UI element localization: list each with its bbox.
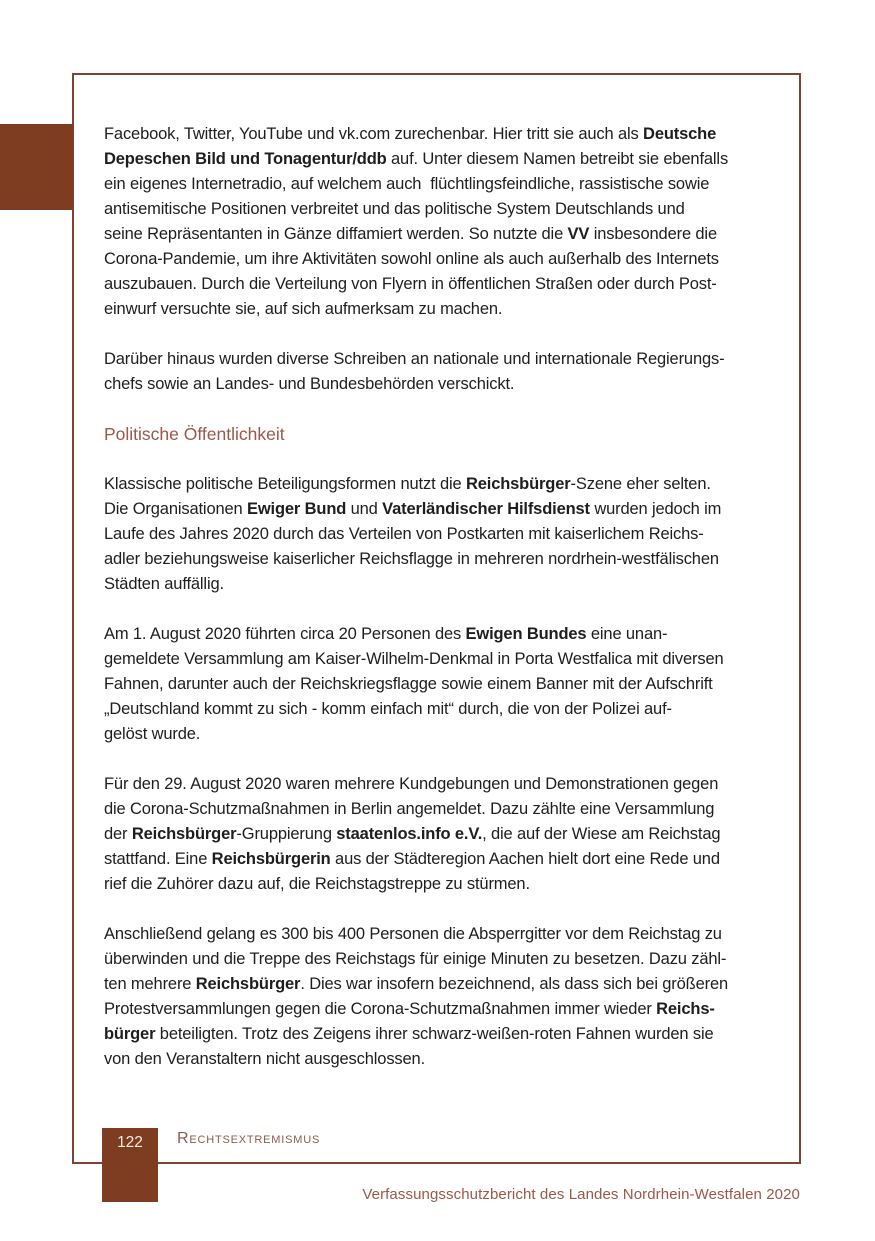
body-text: [104, 122, 776, 1097]
page-number-box: [102, 1128, 158, 1202]
report-title-footer: Verfassungsschutzbericht des Landes Nordrhein-Westfalen 2020: [362, 1186, 800, 1203]
running-head-section: Rechtsextremismus: [177, 1130, 321, 1147]
page-number: 122: [117, 1134, 143, 1151]
paragraph: Für den 29. August 2020 waren mehrere Kundgebungen und Demonstrationen gegen die Corona-Schutzmaßnahmen in Berlin angemeldet. Dazu zählte eine Versammlung der Reichsbürger-Gruppierung staatenlos.info e.V., die auf der Wiese am Reichstag stattfand. Eine Reichsbürgerin aus der Städteregion Aachen hielt dort eine Rede und rief die Zuhörer dazu auf, die Reichstagstreppe zu stürmen.: [104, 775, 721, 893]
paragraph: Klassische politische Beteiligungsformen nutzt die Reichsbürger-Szene eher selten. Die Organisationen Ewiger Bund und Vaterländischer Hilfsdienst wurden jedoch im Laufe des Jahres 2020 durch das Verteilen von Postkarten mit kaiserlichem Reichs- adler beziehungsweise kaiserlicher Reichsflagge in mehreren nordrhein-westfälischen Städten auffällig.: [104, 475, 722, 593]
paragraph: Am 1. August 2020 führten circa 20 Personen des Ewigen Bundes eine unan- gemeldete Versammlung am Kaiser-Wilhelm-Denkmal in Porta Westfalica mit diversen Fahnen, darunter auch der Reichskriegsflagge sowie einem Banner mit der Aufschrift „Deutschland kommt zu sich - komm einfach mit“ durch, die von der Polizei auf- gelöst wurde.: [104, 625, 724, 743]
paragraph: Darüber hinaus wurden diverse Schreiben an nationale und internationale Regierungs- chefs sowie an Landes- und Bundesbehörden verschickt.: [104, 350, 725, 393]
section-heading: Politische Öffentlichkeit: [104, 424, 285, 444]
paragraph: Anschließend gelang es 300 bis 400 Personen die Absperrgitter vor dem Reichstag zu überwinden und die Treppe des Reichstags für einige Minuten zu besetzen. Dazu zähl- ten mehrere Reichsbürger. Dies war insofern bezeichnend, als dass sich bei größeren Protestversammlungen gegen die Corona-Schutzmaßnahmen immer wieder Reichs- bürger beteiligten. Trotz des Zeigens ihrer schwarz-weißen-roten Fahnen wurden sie von den Veranstaltern nicht ausgeschlossen.: [104, 925, 729, 1068]
paragraph: Facebook, Twitter, YouTube und vk.com zurechenbar. Hier tritt sie auch als Deutsche Depeschen Bild und Tonagentur/ddb auf. Unter diesem Namen betreibt sie ebenfalls ein eigenes Internetradio, auf welchem auch flüchtlingsfeindliche, rassistische sowie antisemitische Positionen verbreitet und das politische System Deutschlands und seine Repräsentanten in Gänze diffamiert werden. So nutzte die VV insbesondere die Corona-Pandemie, um ihre Aktivitäten sowohl online als auch außerhalb des Internets auszubauen. Durch die Verteilung von Flyern in öffentlichen Straßen oder durch Post- einwurf versuchte sie, auf sich aufmerksam zu machen.: [104, 125, 729, 318]
chapter-tab: [0, 124, 73, 210]
